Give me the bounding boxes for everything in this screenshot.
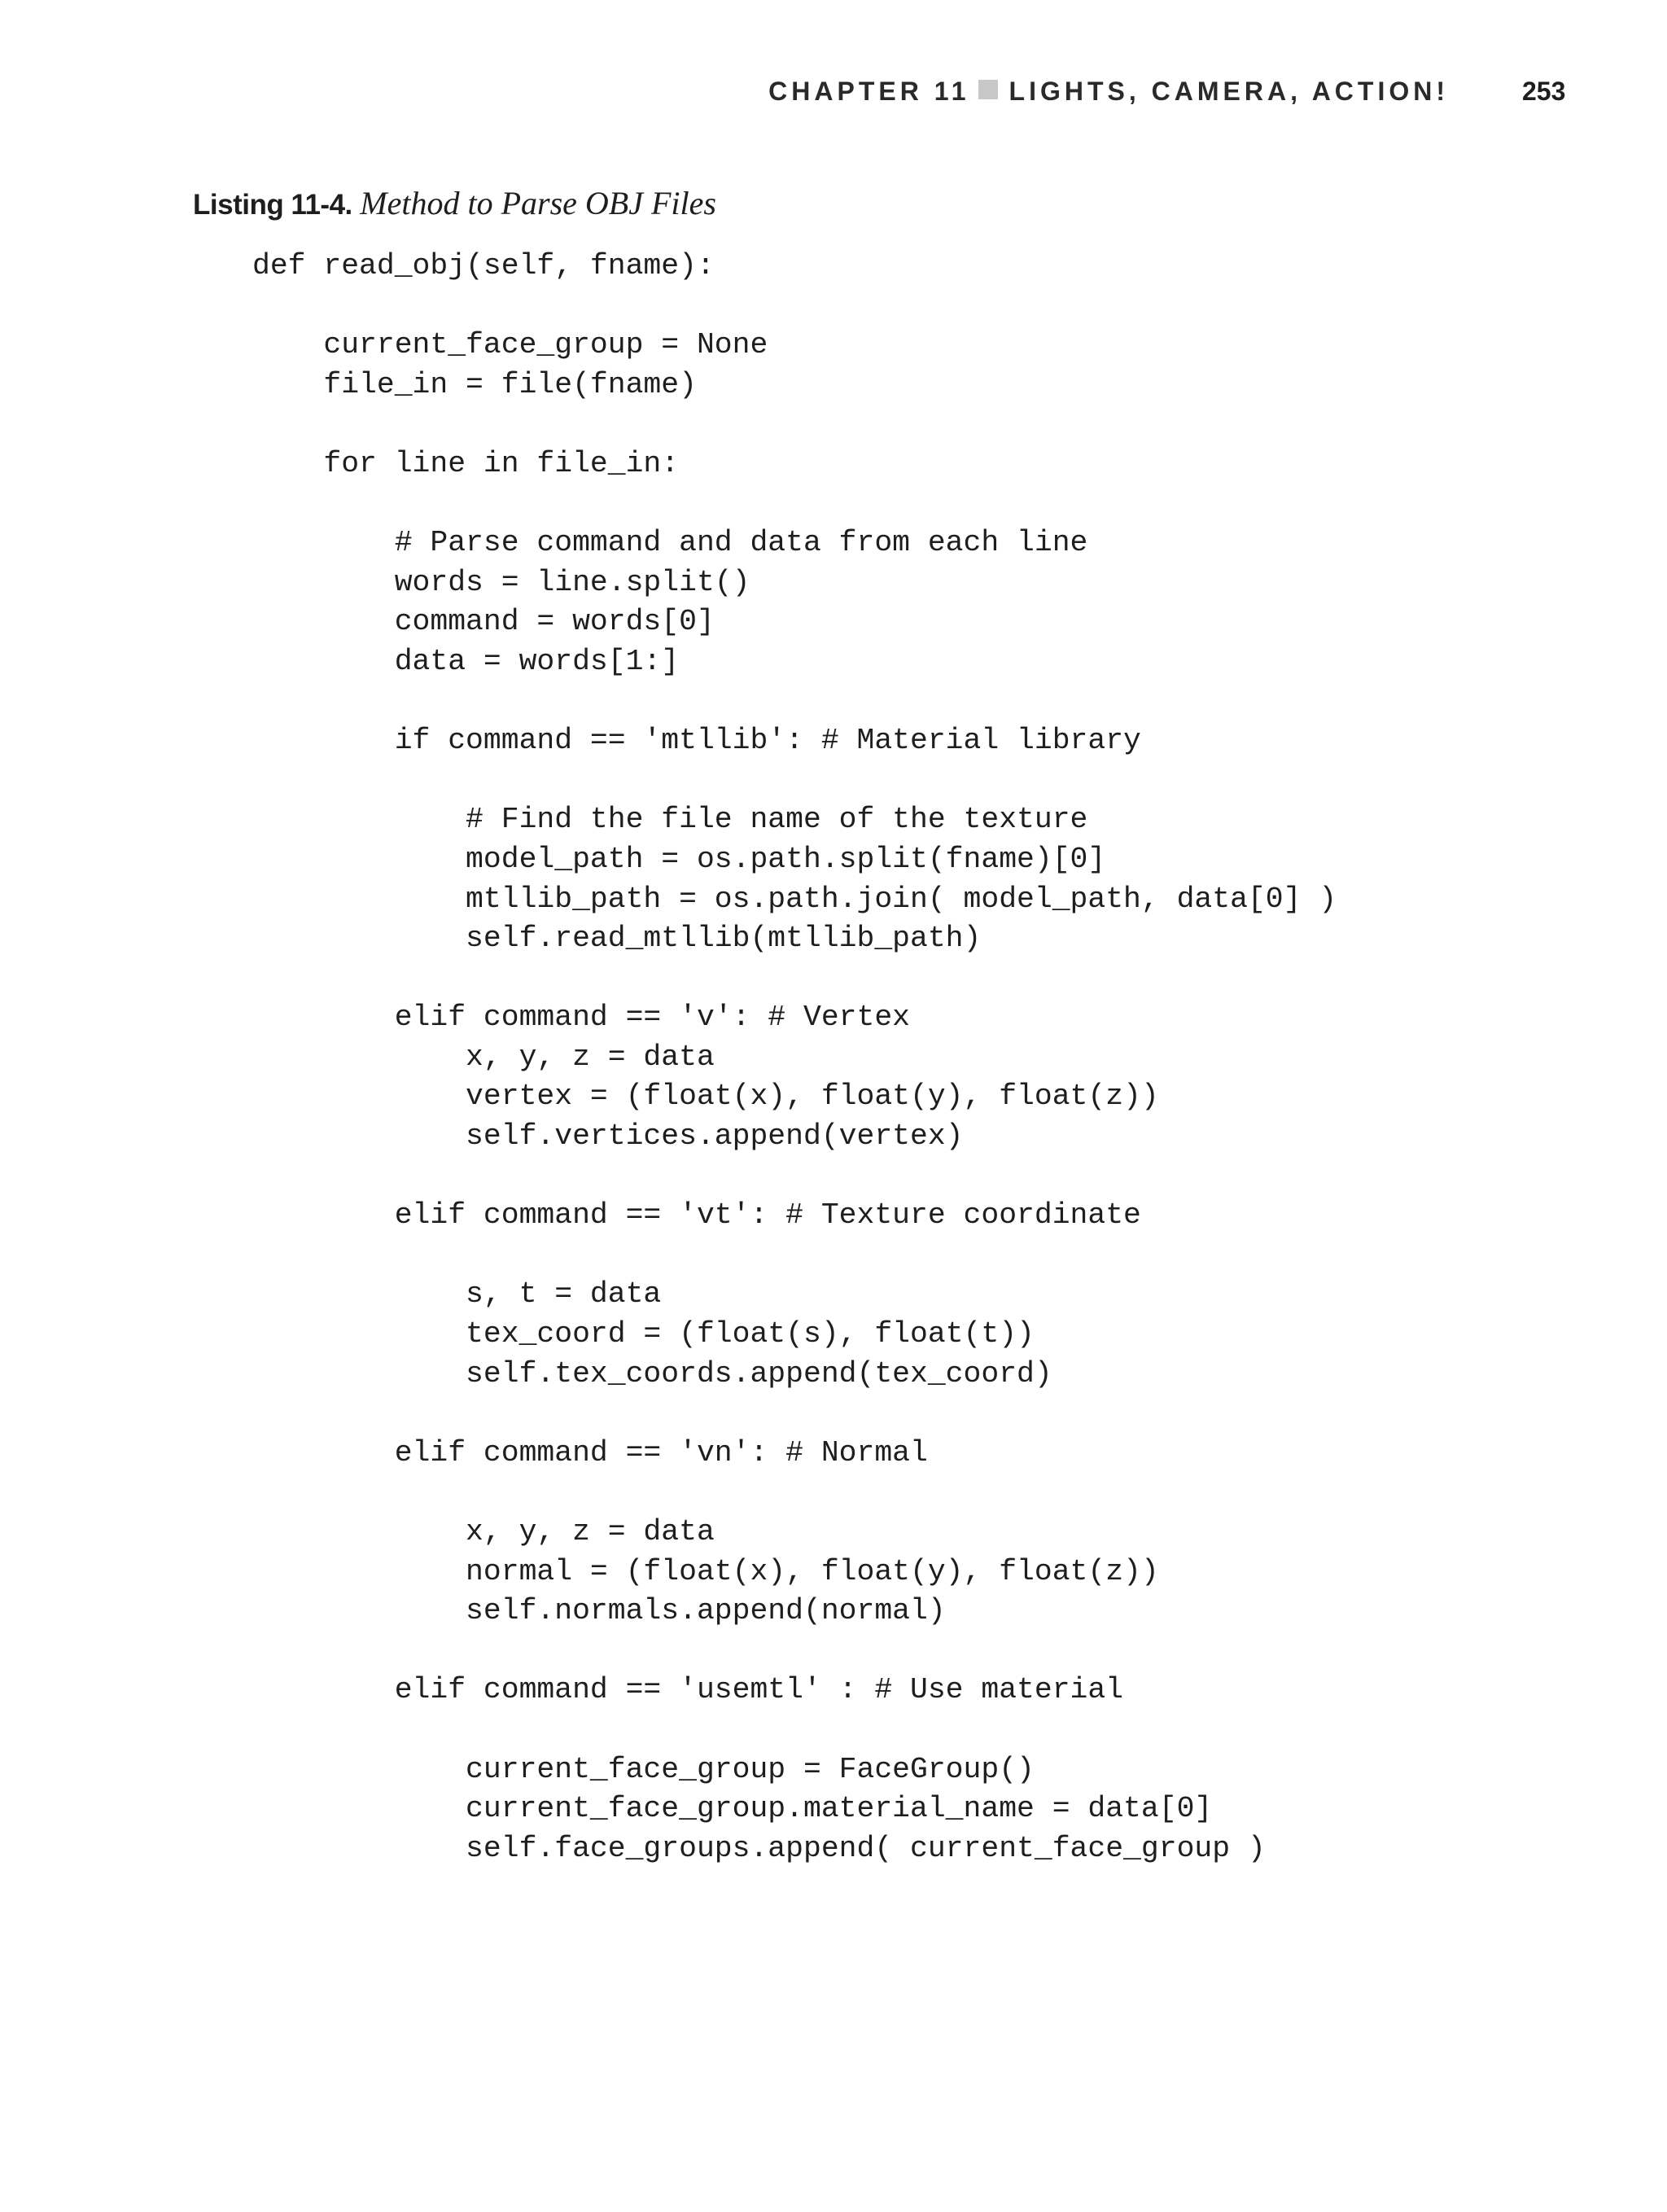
code-line: file_in = file(fname) <box>252 367 697 401</box>
code-line: elif command == 'usemtl' : # Use material <box>252 1673 1124 1707</box>
code-line: mtllib_path = os.path.join( model_path, data[0] ) <box>252 882 1337 916</box>
code-line: self.tex_coords.append(tex_coord) <box>252 1356 1052 1391</box>
code-line <box>252 1394 1337 1434</box>
page-number: 253 <box>1522 77 1566 106</box>
code-line <box>252 761 1337 801</box>
code-line: elif command == 'v': # Vertex <box>252 1001 911 1035</box>
code-line: self.normals.append(normal) <box>252 1594 946 1628</box>
code-line <box>252 1632 1337 1671</box>
code-line: data = words[1:] <box>252 644 680 678</box>
code-line: command = words[0] <box>252 605 715 639</box>
code-listing <box>252 247 1337 1868</box>
code-line <box>252 1710 1337 1750</box>
code-line: normal = (float(x), float(y), float(z)) <box>252 1554 1159 1588</box>
code-line: self.vertices.append(vertex) <box>252 1119 964 1154</box>
listing-caption <box>193 183 716 226</box>
code-line: s, t = data <box>252 1277 662 1312</box>
code-line <box>252 484 1337 524</box>
code-line: # Parse command and data from each line <box>252 526 1088 560</box>
code-line: # Find the file name of the texture <box>252 803 1088 837</box>
code-line <box>252 287 1337 326</box>
code-line: self.read_mtllib(mtllib_path) <box>252 922 982 956</box>
code-line: words = line.split() <box>252 565 750 599</box>
code-line: elif command == 'vn': # Normal <box>252 1435 928 1470</box>
code-line: x, y, z = data <box>252 1040 715 1074</box>
chapter-title: LIGHTS, CAMERA, ACTION! <box>1009 77 1449 106</box>
code-line <box>252 1236 1337 1276</box>
code-line <box>252 405 1337 445</box>
code-line: self.face_groups.append( current_face_group ) <box>252 1831 1266 1865</box>
code-line: current_face_group = None <box>252 328 768 362</box>
code-line: model_path = os.path.split(fname)[0] <box>252 842 1106 876</box>
code-line: tex_coord = (float(s), float(t)) <box>252 1317 1035 1351</box>
code-line <box>252 1157 1337 1197</box>
code-line: if command == 'mtllib': # Material library <box>252 724 1141 758</box>
code-line: elif command == 'vt': # Texture coordinate <box>252 1198 1141 1233</box>
code-line <box>252 1473 1337 1513</box>
chapter-number: CHAPTER 11 <box>768 77 970 106</box>
listing-title: Method to Parse OBJ Files <box>360 185 716 221</box>
code-line: current_face_group.material_name = data[0] <box>252 1792 1213 1826</box>
code-line: def read_obj(self, fname): <box>252 249 715 283</box>
code-line: vertex = (float(x), float(y), float(z)) <box>252 1080 1159 1114</box>
code-line: current_face_group = FaceGroup() <box>252 1752 1035 1786</box>
code-line <box>252 959 1337 999</box>
code-line <box>252 682 1337 722</box>
running-header <box>0 75 1449 107</box>
code-line: x, y, z = data <box>252 1515 715 1548</box>
code-line: for line in file_in: <box>252 446 680 480</box>
header-separator-square <box>978 80 998 99</box>
listing-label: Listing 11-4. <box>193 189 352 221</box>
